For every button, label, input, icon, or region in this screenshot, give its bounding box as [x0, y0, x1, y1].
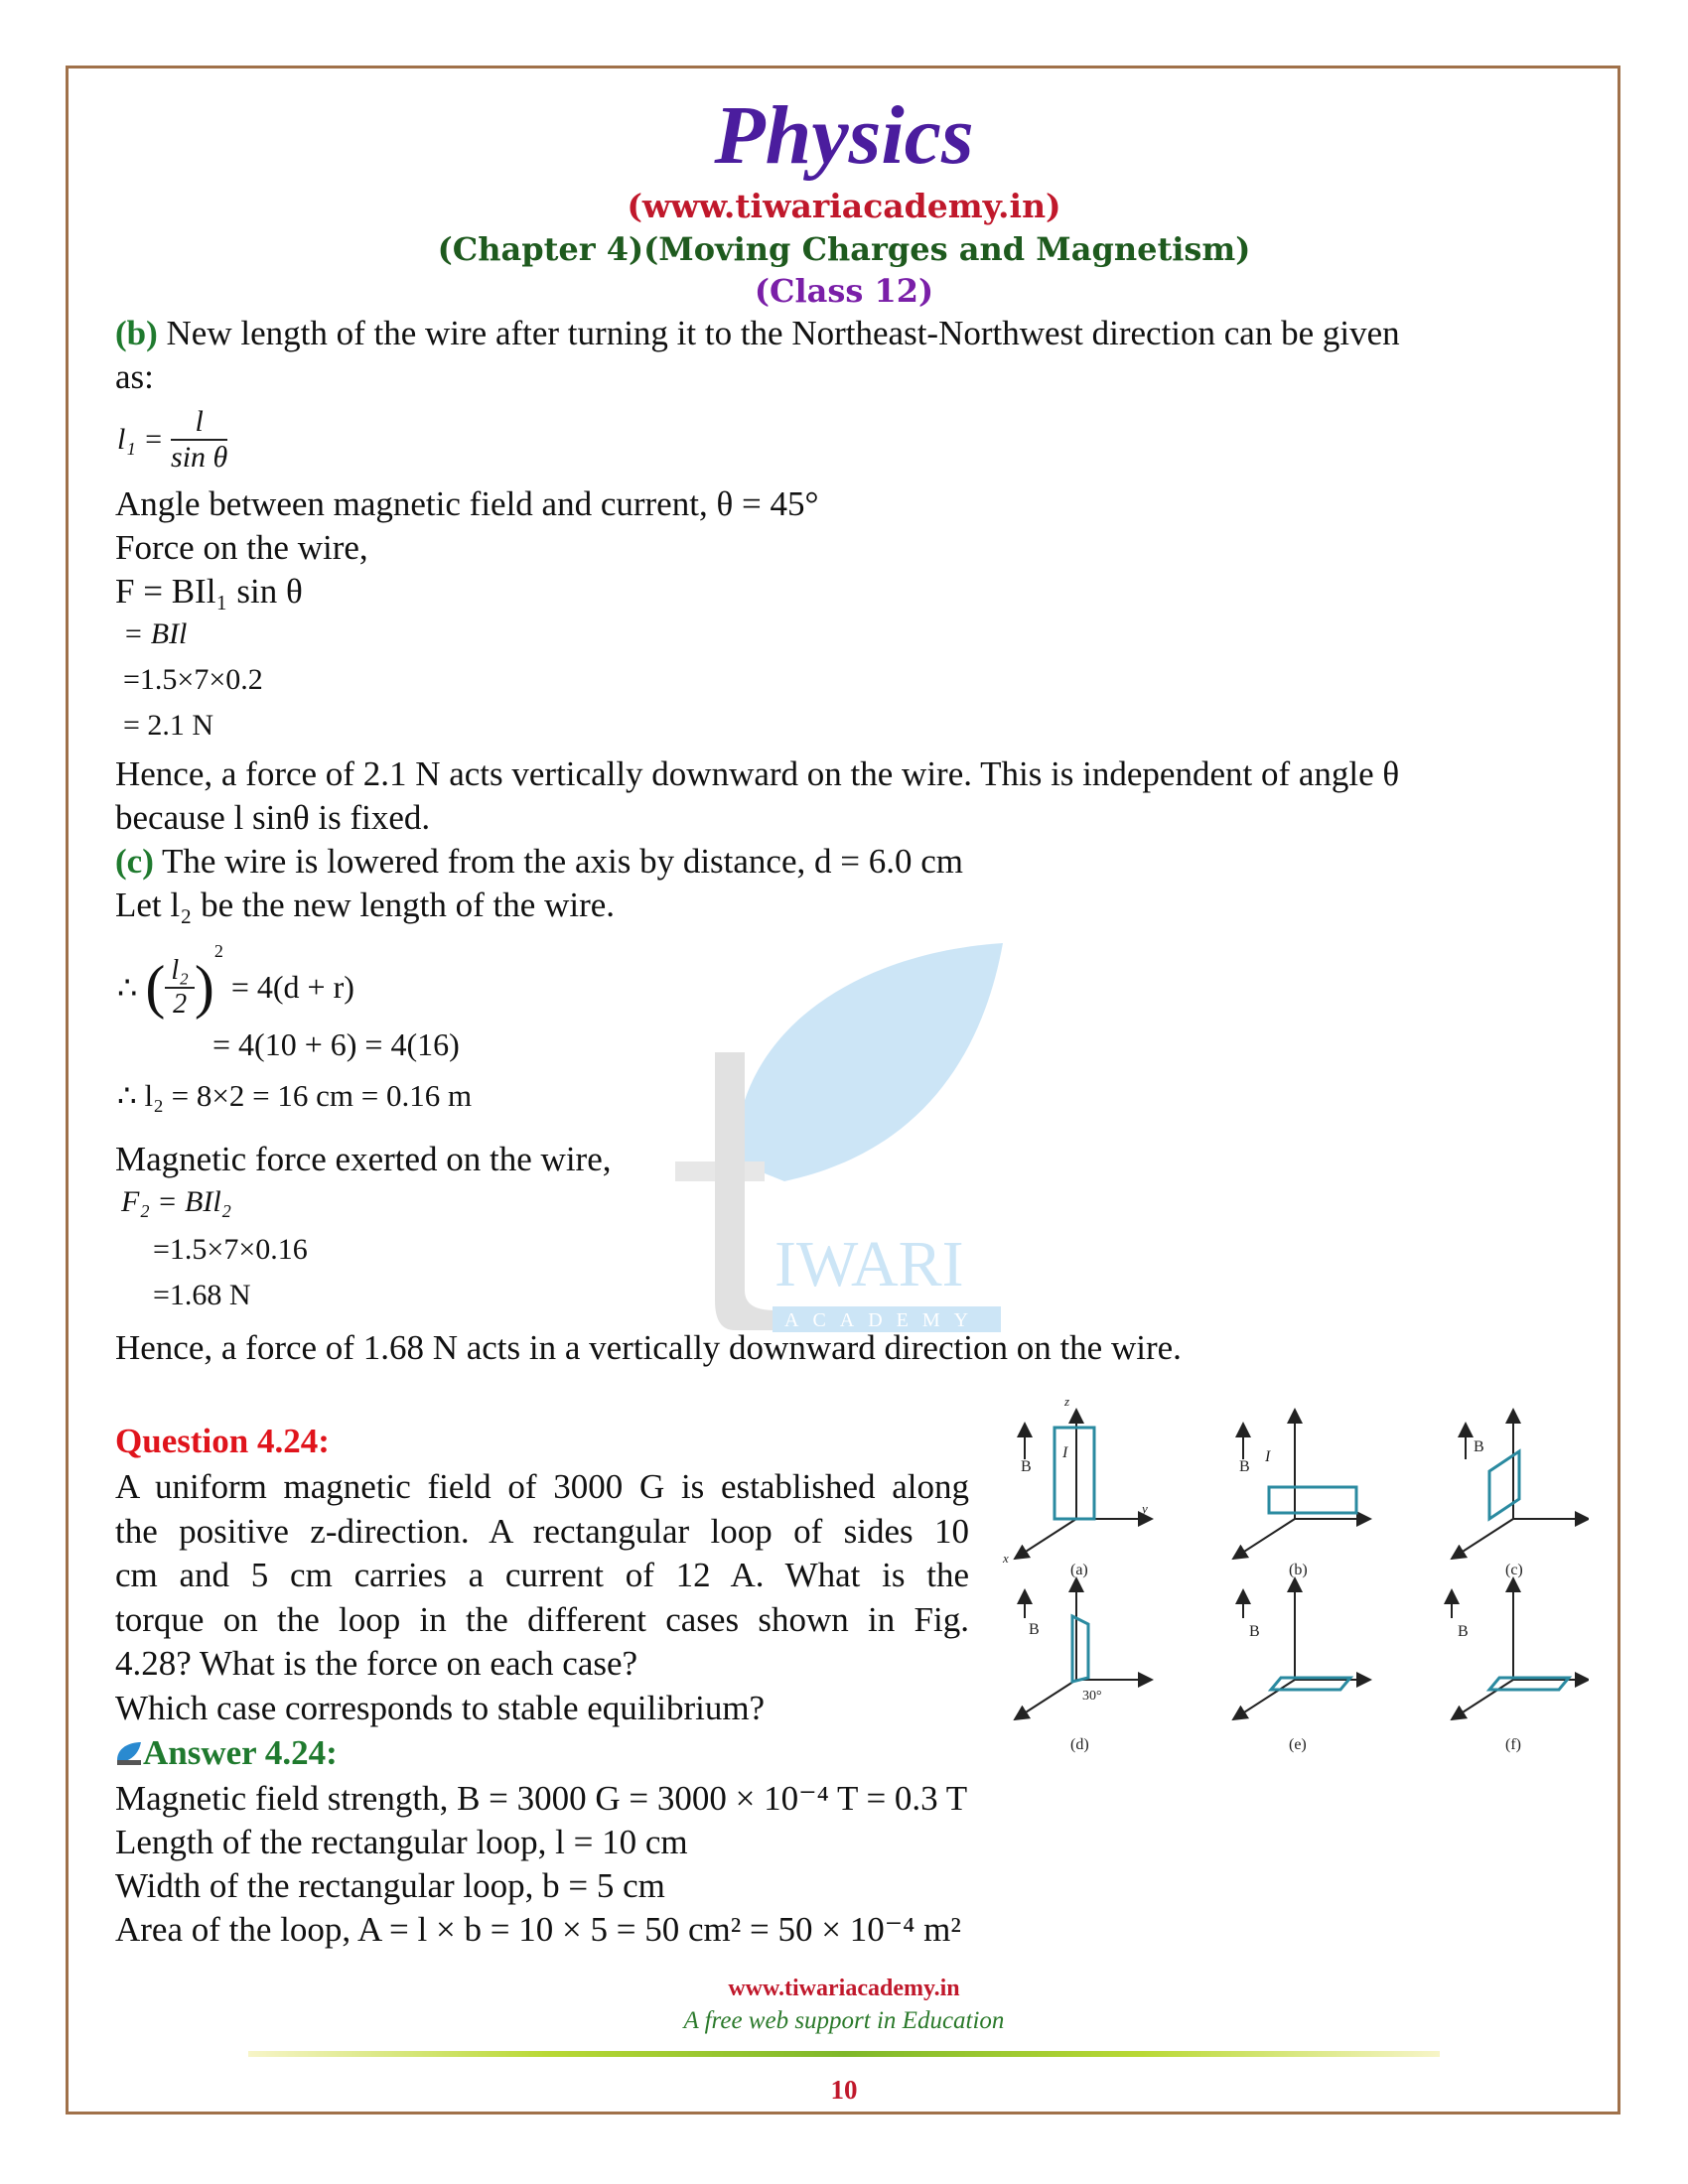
- answer-heading: [115, 1731, 338, 1775]
- calc-b-1: = BIl: [123, 617, 188, 650]
- force-label: Force on the wire,: [115, 528, 368, 567]
- calc-c-1: F₂ = BIl₂: [121, 1185, 232, 1218]
- fig-b-label: B: [1249, 1623, 1260, 1640]
- answer-line: Area of the loop, A = l × b = 10 × 5 = 50 cm² = 50 × 10⁻⁴ m²: [115, 1910, 961, 1949]
- conclusion-b-line2: because l sinθ is fixed.: [115, 798, 431, 837]
- page-number: 10: [830, 2075, 858, 2105]
- question-line: Which case corresponds to stable equilibrium?: [115, 1688, 766, 1727]
- fig-current-label: I: [1062, 1444, 1068, 1461]
- fig-b-label: B: [1029, 1621, 1040, 1638]
- calc-c-2: =1.5×7×0.16: [153, 1233, 308, 1266]
- fig-b-label: B: [1458, 1623, 1469, 1640]
- eq-c-denominator: 2: [173, 988, 188, 1020]
- equation-c-1: ∴ ( $\frac{\text{l₂}}{2}$ )$^2$ = 4(d + r): [117, 941, 354, 1021]
- part-c-line1: [115, 840, 963, 884]
- magnetic-force-label: Magnetic force exerted on the wire,: [115, 1140, 612, 1178]
- therefore-symbol: ∴: [117, 969, 138, 1006]
- fig-axis-y: y: [1142, 1501, 1148, 1516]
- fig-caption-a: (a): [1070, 1562, 1088, 1578]
- fig-caption-f: (f): [1505, 1736, 1521, 1753]
- part-b-label: (b): [115, 314, 158, 352]
- header-class: (Class 12): [754, 272, 934, 310]
- angle-text: Angle between magnetic field and current, θ = 45°: [115, 484, 819, 523]
- tiwari-logo-icon: [115, 1740, 143, 1766]
- part-c-line2: Let l₂ be the new length of the wire.: [115, 886, 616, 924]
- conclusion-b-line1: Hence, a force of 2.1 N acts vertically downward on the wire. This is independent of angle θ: [115, 754, 1400, 793]
- fig-axis-x: x: [1003, 1551, 1009, 1566]
- fig-caption-c: (c): [1505, 1562, 1523, 1578]
- fig-b-label: B: [1474, 1438, 1484, 1455]
- equation-l1-numerator: l: [171, 405, 227, 441]
- footer-website: www.tiwariacademy.in: [728, 1976, 960, 2001]
- calc-b-2: =1.5×7×0.2: [123, 663, 263, 696]
- footer-tagline: A free web support in Education: [683, 2007, 1005, 2034]
- part-c-text: The wire is lowered from the axis by distance, d = 6.0 cm: [153, 842, 963, 881]
- part-c-label: (c): [115, 842, 154, 881]
- calc-c-3: =1.68 N: [153, 1279, 251, 1311]
- tiwari-leaf-watermark: [675, 933, 1013, 1350]
- fig-caption-e: (e): [1289, 1736, 1307, 1753]
- watermark-main: IWARI: [774, 1228, 964, 1300]
- answer-line: Width of the rectangular loop, b = 5 cm: [115, 1866, 665, 1905]
- answer-line: Length of the rectangular loop, l = 10 cm: [115, 1823, 688, 1861]
- fig-b-label: B: [1239, 1458, 1250, 1475]
- answer-line: Magnetic field strength, B = 3000 G = 3000 × 10⁻⁴ T = 0.3 T: [115, 1779, 968, 1818]
- eq-c-numerator: l₂: [165, 955, 195, 989]
- question-line: the positive z-direction. A rectangular loop of sides 10: [115, 1511, 969, 1551]
- force-formula: F = BIl₁ sin θ: [115, 572, 303, 611]
- page-title: Physics: [714, 89, 974, 182]
- fig-caption-b: (b): [1289, 1562, 1308, 1578]
- part-b-text: New length of the wire after turning it to the Northeast-Northwest direction can be given: [157, 314, 1400, 352]
- calc-b-3: = 2.1 N: [123, 709, 214, 742]
- question-body: [115, 1465, 969, 1730]
- equation-l1-denominator: sin θ: [171, 441, 228, 474]
- figure-4-28: [993, 1380, 1589, 1777]
- question-line: cm and 5 cm carries a current of 12 A. What is the: [115, 1556, 969, 1594]
- fig-current-label: I: [1265, 1448, 1271, 1465]
- fig-axis-z: z: [1064, 1394, 1070, 1409]
- equation-c-3: ∴ l₂ = 8×2 = 16 cm = 0.16 m: [117, 1078, 473, 1113]
- answer-heading-text: Answer 4.24:: [143, 1733, 338, 1772]
- conclusion-c: Hence, a force of 1.68 N acts in a vertically downward direction on the wire.: [115, 1328, 1182, 1367]
- part-b-line2: as:: [115, 357, 154, 396]
- question-heading: Question 4.24:: [115, 1422, 330, 1460]
- header-chapter: (Chapter 4)(Moving Charges and Magnetism): [437, 230, 1251, 268]
- eq-c-rhs: = 4(d + r): [230, 969, 354, 1006]
- header-website: (www.tiwariacademy.in): [627, 187, 1061, 225]
- question-line: A uniform magnetic field of 3000 G is established along: [115, 1467, 969, 1506]
- equation-l1: [117, 405, 227, 475]
- equation-c-2: = 4(10 + 6) = 4(16): [212, 1026, 460, 1062]
- watermark-sub: ACADEMY: [784, 1309, 983, 1331]
- fig-caption-d: (d): [1070, 1736, 1089, 1753]
- question-line: torque on the loop in the different cases shown in Fig.: [115, 1599, 969, 1639]
- footer-divider: [248, 2051, 1440, 2057]
- fig-angle-label: 30°: [1082, 1689, 1102, 1704]
- fig-b-label: B: [1021, 1458, 1032, 1475]
- equation-l1-lhs: l₁ =: [117, 423, 164, 456]
- part-b-line1: [115, 312, 1400, 355]
- question-line: 4.28? What is the force on each case?: [115, 1644, 638, 1683]
